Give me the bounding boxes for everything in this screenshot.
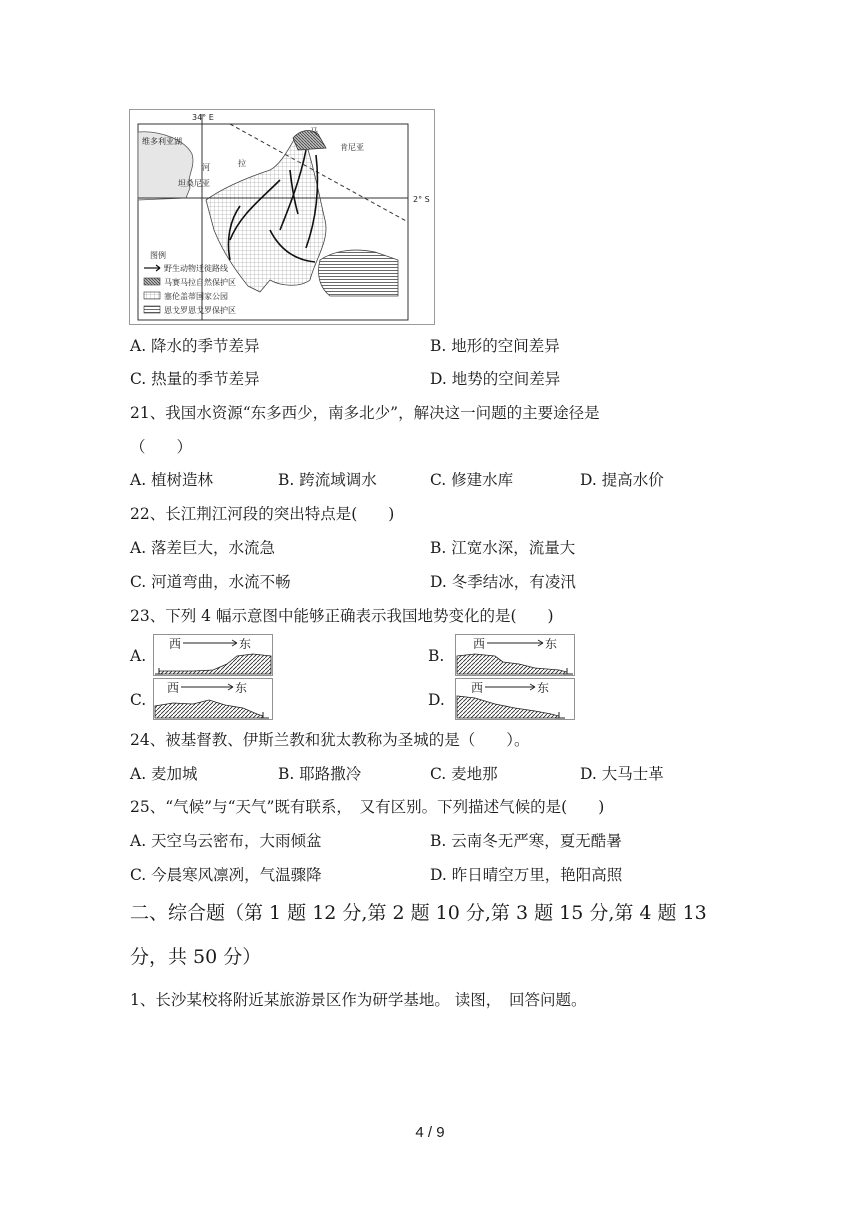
q23-profile-b bbox=[455, 634, 575, 676]
q24-stem: 24、被基督教、伊斯兰教和犹太教称为圣城的是（ ）。 bbox=[130, 731, 530, 749]
page-number: 4 / 9 bbox=[415, 1124, 445, 1141]
country-ke-label: 肯尼亚 bbox=[340, 143, 364, 152]
q20-option-d: D. 地势的空间差异 bbox=[430, 370, 561, 388]
legend-item-1: 野生动物迁徙路线 bbox=[164, 264, 228, 273]
west-label: 西 bbox=[167, 681, 180, 695]
q23-option-d-label: D. bbox=[428, 691, 445, 709]
q24-option-b: B. 耶路撒冷 bbox=[278, 765, 362, 783]
cq1-stem: 1、长沙某校将附近某旅游景区作为研学基地。 读图， 回答问题。 bbox=[130, 991, 587, 1009]
q21-option-d: D. 提高水价 bbox=[580, 471, 664, 489]
east-label: 东 bbox=[545, 637, 558, 651]
map-figure bbox=[129, 109, 435, 325]
q24-option-a: A. 麦加城 bbox=[130, 765, 198, 783]
section2-heading-line2: 分，共 50 分） bbox=[130, 946, 262, 968]
q21-option-b: B. 跨流域调水 bbox=[278, 471, 377, 489]
legend-title: 图例 bbox=[150, 251, 166, 260]
lat-label: 2° S bbox=[413, 195, 430, 204]
reserve-char-label: 马 bbox=[310, 127, 318, 136]
q24-option-c: C. 麦地那 bbox=[430, 765, 498, 783]
q25-stem: 25、“气候”与“天气”既有联系， 又有区别。下列描述气候的是( ) bbox=[130, 798, 605, 816]
q23-option-b-label: B. bbox=[428, 647, 445, 665]
east-label: 东 bbox=[537, 681, 550, 695]
section2-heading-line1: 二、综合题（第 1 题 12 分,第 2 题 10 分,第 3 题 15 分,第 4 题 13 bbox=[130, 902, 707, 924]
q25-option-b: B. 云南冬无严寒，夏无酷暑 bbox=[430, 832, 622, 850]
q24-option-d: D. 大马士革 bbox=[580, 765, 664, 783]
west-label: 西 bbox=[471, 681, 484, 695]
q22-option-b: B. 江宽水深，流量大 bbox=[430, 539, 576, 557]
q22-option-a: A. 落差巨大，水流急 bbox=[130, 539, 276, 557]
legend-item-4: 恩戈罗恩戈罗保护区 bbox=[164, 306, 236, 315]
q23-option-a-label: A. bbox=[130, 647, 147, 665]
east-label: 东 bbox=[235, 681, 248, 695]
q20-option-c: C. 热量的季节差异 bbox=[130, 370, 260, 388]
q21-stem: 21、我国水资源“东多西少，南多北少”，解决这一问题的主要途径是 bbox=[130, 404, 600, 422]
q23-option-c-label: C. bbox=[130, 691, 147, 709]
q20-option-b: B. 地形的空间差异 bbox=[430, 337, 560, 355]
q21-option-c: C. 修建水库 bbox=[430, 471, 514, 489]
q22-stem: 22、长江荆江河段的突出特点是( ) bbox=[130, 505, 395, 523]
country-tz-label: 坦桑尼亚 bbox=[178, 179, 210, 188]
q20-option-a: A. 降水的季节差异 bbox=[130, 337, 260, 355]
legend-item-2: 马赛马拉自然保护区 bbox=[164, 278, 236, 287]
lake-label: 维多利亚湖 bbox=[142, 137, 182, 146]
west-label: 西 bbox=[169, 637, 182, 651]
east-label: 东 bbox=[239, 637, 252, 651]
q25-option-c: C. 今晨寒风凛冽，气温骤降 bbox=[130, 866, 322, 884]
q23-profile-a bbox=[153, 634, 273, 676]
legend-item-3: 塞伦盖蒂国家公园 bbox=[164, 292, 228, 301]
ngorongoro-area bbox=[318, 250, 398, 296]
q22-option-c: C. 河道弯曲，水流不畅 bbox=[130, 573, 291, 591]
q25-option-a: A. 天空乌云密布，大雨倾盆 bbox=[130, 832, 322, 850]
q21-option-a: A. 植树造林 bbox=[130, 471, 214, 489]
west-label: 西 bbox=[473, 637, 486, 651]
q23-stem: 23、下列 4 幅示意图中能够正确表示我国地势变化的是( ) bbox=[130, 607, 554, 625]
river-char-2: 拉 bbox=[238, 159, 246, 168]
lon-label: 34° E bbox=[192, 113, 214, 122]
river-char-1: 河 bbox=[202, 163, 210, 172]
q21-paren: （ ） bbox=[130, 438, 193, 456]
q23-profile-c bbox=[153, 678, 273, 720]
q25-option-d: D. 昨日晴空万里，艳阳高照 bbox=[430, 866, 623, 884]
q22-option-d: D. 冬季结冰，有凌汛 bbox=[430, 573, 576, 591]
q23-profile-d bbox=[455, 678, 575, 720]
